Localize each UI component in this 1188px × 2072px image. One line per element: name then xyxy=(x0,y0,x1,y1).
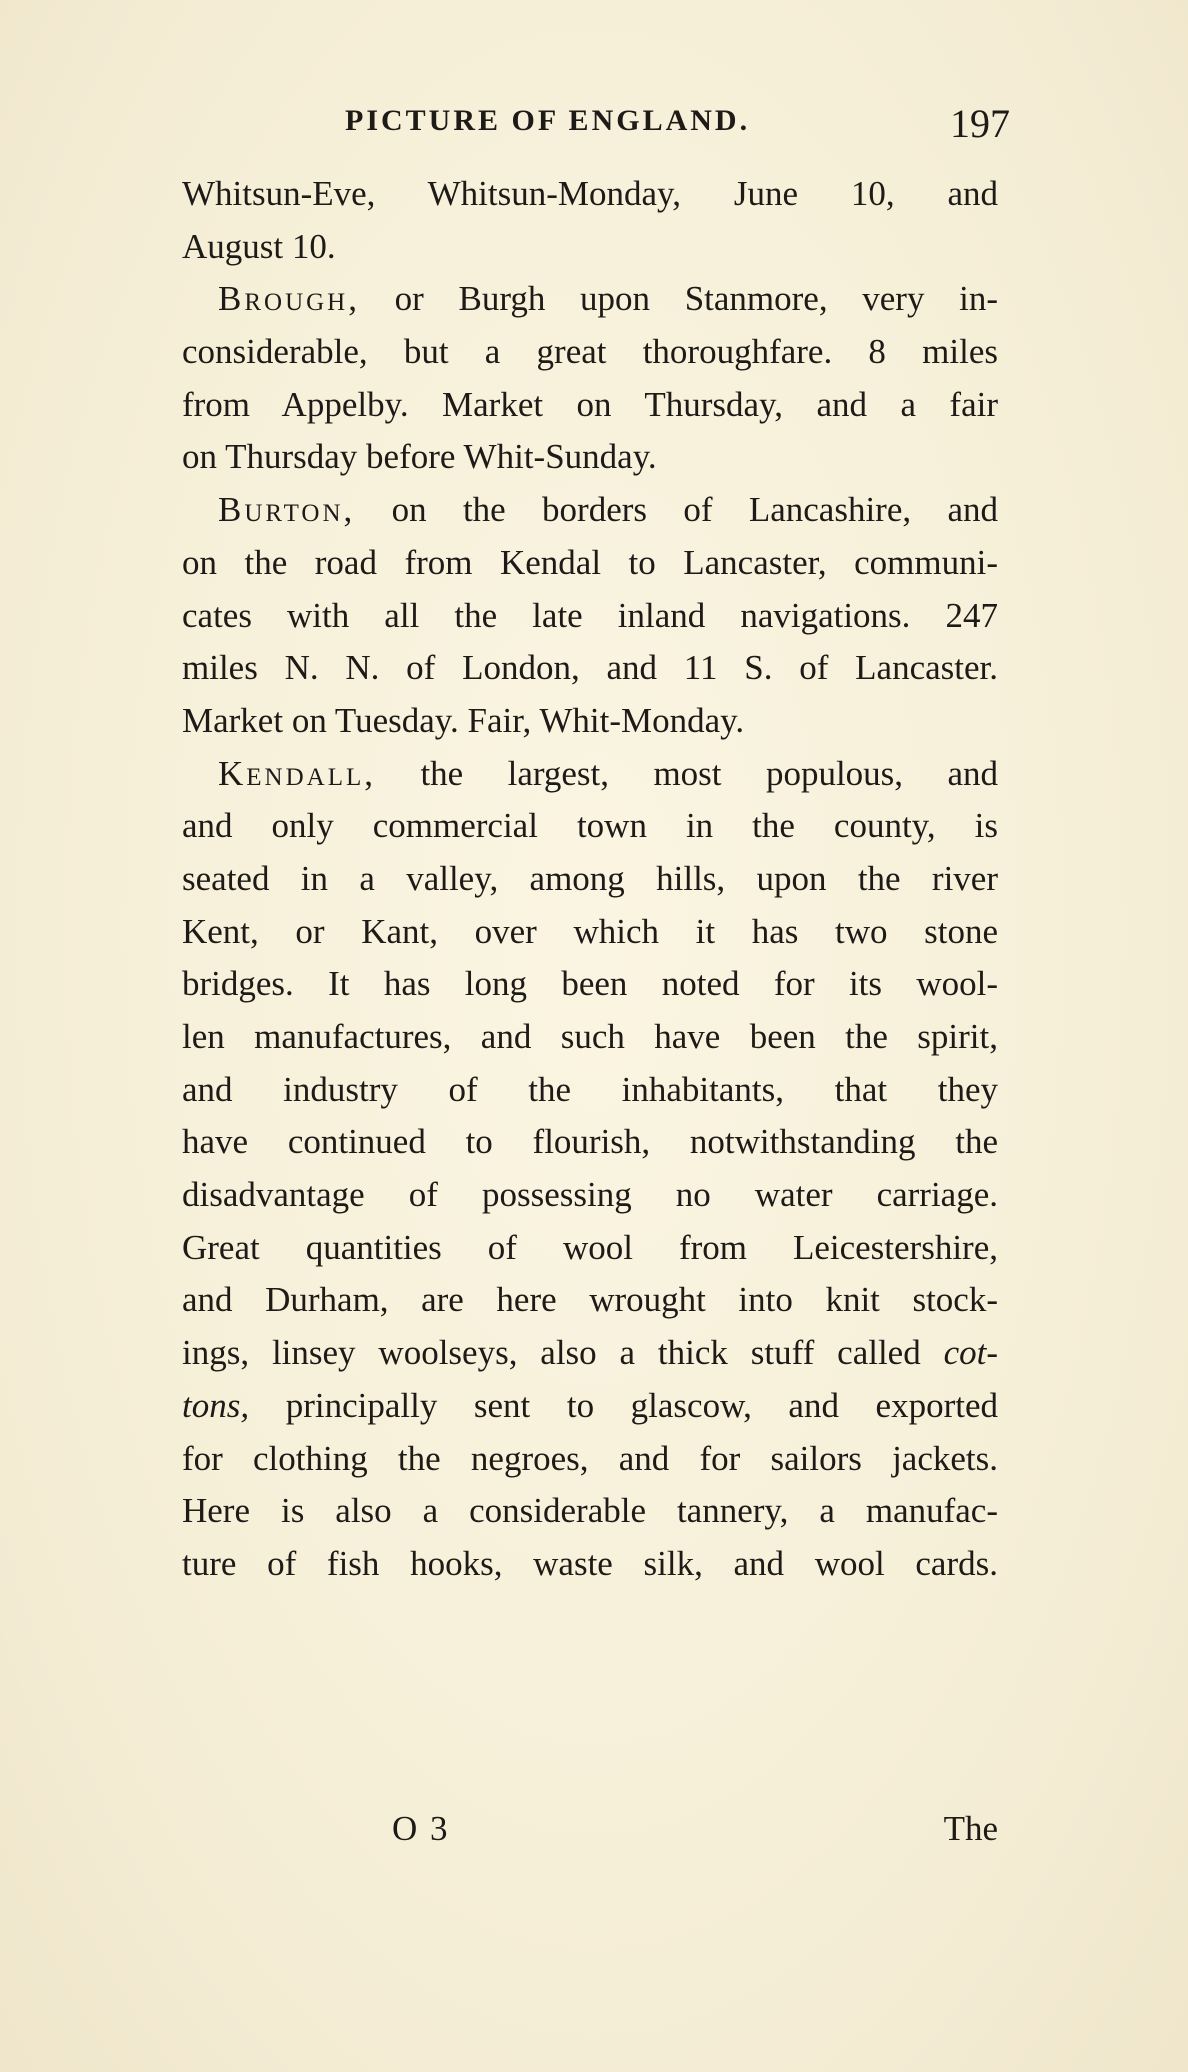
text-line: have continued to flourish, notwithstanding the xyxy=(182,1122,998,1162)
text-line: disadvantage of possessing no water carriage. xyxy=(182,1175,998,1215)
text-line: Here is also a considerable tannery, a manufac- xyxy=(182,1491,998,1531)
text-fragment: on the borders of Lancashire, and xyxy=(355,490,998,530)
text-line: for clothing the negroes, and for sailors jackets. xyxy=(182,1438,998,1478)
text-line: from Appelby. Market on Thursday, and a fair xyxy=(182,384,998,424)
text-line: on the road from Kendal to Lancaster, communi- xyxy=(182,542,998,582)
text-line: ture of fish hooks, waste silk, and wool cards. xyxy=(182,1543,998,1583)
catchword: The xyxy=(943,1809,998,1848)
text-line-with-italic xyxy=(182,1327,998,1380)
text-line: and industry of the inhabitants, that they xyxy=(182,1069,998,1109)
entry-burton-first-line xyxy=(182,484,998,537)
entry-kendall-first-line xyxy=(182,748,998,801)
text-line: and only commercial town in the county, is xyxy=(182,806,998,846)
text-line: considerable, but a great thoroughfare. 8 miles xyxy=(182,332,998,372)
text-fragment: principally sent to glascow, and exported xyxy=(249,1385,998,1425)
running-title: PICTURE OF ENGLAND. xyxy=(345,104,751,137)
signature-mark: O 3 xyxy=(392,1809,450,1848)
italic-term: tons, xyxy=(182,1385,250,1425)
text-line: Market on Tuesday. Fair, Whit-Monday. xyxy=(182,700,745,740)
text-line: len manufactures, and such have been the spirit, xyxy=(182,1017,998,1056)
entry-brough-first-line xyxy=(182,273,998,326)
text-line: Great quantities of wool from Leicestershire, xyxy=(182,1227,998,1267)
text-line: and Durham, are here wrought into knit stock- xyxy=(182,1280,998,1320)
entry-heading-kendall: Kendall, xyxy=(218,753,377,793)
text-line: on Thursday before Whit-Sunday. xyxy=(182,437,657,477)
entry-heading-brough: Brough, xyxy=(218,279,360,319)
entry-heading-burton: Burton, xyxy=(218,490,356,530)
text-fragment: the largest, most populous, and xyxy=(376,753,998,793)
text-line: Whitsun-Eve, Whitsun-Monday, June 10, and xyxy=(182,174,998,213)
text-line: seated in a valley, among hills, upon the river xyxy=(182,858,998,898)
page-footer xyxy=(182,1803,998,1855)
text-fragment: or Burgh upon Stanmore, very in- xyxy=(360,279,998,319)
body-text xyxy=(182,168,998,1591)
text-line: bridges. It has long been noted for its wool- xyxy=(182,964,998,1004)
text-line: miles N. N. of London, and 11 S. of Lancaster. xyxy=(182,648,998,688)
text-line: August 10. xyxy=(182,226,336,266)
text-line: cates with all the late inland navigations. 247 xyxy=(182,595,998,635)
text-fragment: ings, linsey woolseys, also a thick stuff called xyxy=(182,1333,944,1373)
text-line-with-italic xyxy=(182,1380,998,1433)
text-line: Kent, or Kant, over which it has two stone xyxy=(182,911,998,951)
italic-term: cot- xyxy=(943,1333,998,1373)
page-number: 197 xyxy=(950,101,1010,146)
running-head xyxy=(345,100,1010,150)
